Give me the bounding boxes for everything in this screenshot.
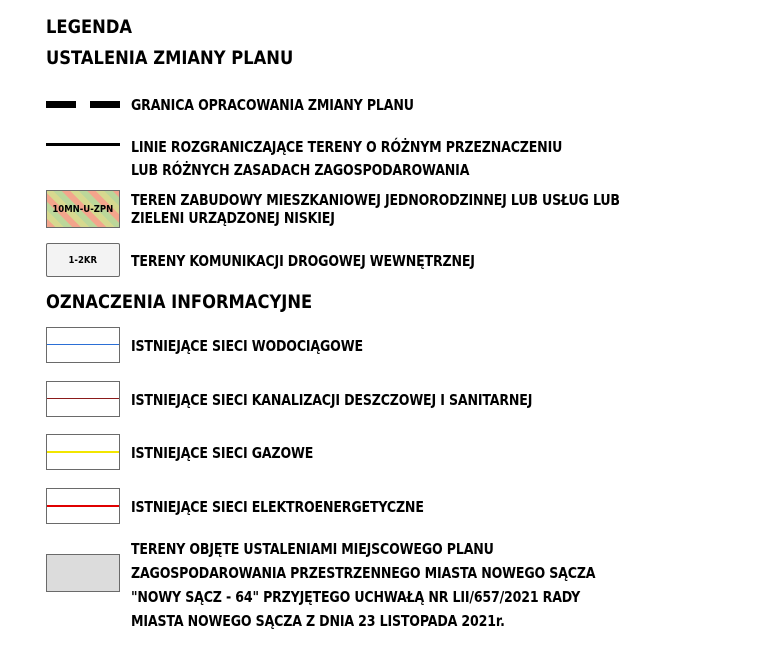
local-plan-label-4: MIASTA NOWEGO SĄCZA Z DNIA 23 LISTOPADA 2021r. xyxy=(131,612,505,630)
section-title-plan-provisions: USTALENIA ZMIANY PLANU xyxy=(46,47,294,69)
water-line xyxy=(47,344,119,345)
sewer-network-symbol xyxy=(46,381,120,417)
dividing-lines-label-1: LINIE ROZGRANICZAJĄCE TERENY O RÓŻNYM PRZEZNACZENIU xyxy=(131,138,563,156)
electric-label: ISTNIEJĄCE SIECI ELEKTROENERGETYCZNE xyxy=(131,498,424,516)
dividing-lines-label-2: LUB RÓŻNYCH ZASADACH ZAGOSPODAROWANIA xyxy=(131,161,470,179)
local-plan-area-symbol xyxy=(46,554,120,592)
residential-zone-symbol xyxy=(46,190,120,228)
sewer-label: ISTNIEJĄCE SIECI KANALIZACJI DESZCZOWEJ I SANITARNEJ xyxy=(131,391,533,409)
road-zone-symbol xyxy=(46,243,120,277)
gas-network-symbol xyxy=(46,434,120,470)
residential-label-2: ZIELENI URZĄDZONEJ NISKIEJ xyxy=(131,209,335,227)
sewer-line xyxy=(47,398,119,399)
local-plan-label-2: ZAGOSPODAROWANIA PRZESTRZENNEGO MIASTA NOWEGO SĄCZA xyxy=(131,564,596,582)
residential-zone-code: 10MN-U-ZPN xyxy=(52,203,114,215)
boundary-label: GRANICA OPRACOWANIA ZMIANY PLANU xyxy=(131,96,414,114)
road-zone-code: 1-2KR xyxy=(68,254,98,266)
gas-label: ISTNIEJĄCE SIECI GAZOWE xyxy=(131,444,314,462)
local-plan-label-1: TERENY OBJĘTE USTALENIAMI MIEJSCOWEGO PLANU xyxy=(131,540,494,558)
boundary-line-symbol xyxy=(46,92,120,118)
electric-line xyxy=(47,505,119,507)
water-network-symbol xyxy=(46,327,120,363)
residential-label-1: TEREN ZABUDOWY MIESZKANIOWEJ JEDNORODZINNEJ LUB USŁUG LUB xyxy=(131,191,620,209)
road-label: TERENY KOMUNIKACJI DROGOWEJ WEWNĘTRZNEJ xyxy=(131,252,475,270)
gas-line xyxy=(47,451,119,453)
local-plan-label-3: "NOWY SĄCZ - 64" PRZYJĘTEGO UCHWAŁĄ NR LII/657/2021 RADY xyxy=(131,588,581,606)
section-title-informational: OZNACZENIA INFORMACYJNE xyxy=(46,291,313,313)
legend-title: LEGENDA xyxy=(46,16,133,38)
electric-network-symbol xyxy=(46,488,120,524)
dividing-line-symbol xyxy=(46,134,120,154)
water-label: ISTNIEJĄCE SIECI WODOCIĄGOWE xyxy=(131,337,363,355)
